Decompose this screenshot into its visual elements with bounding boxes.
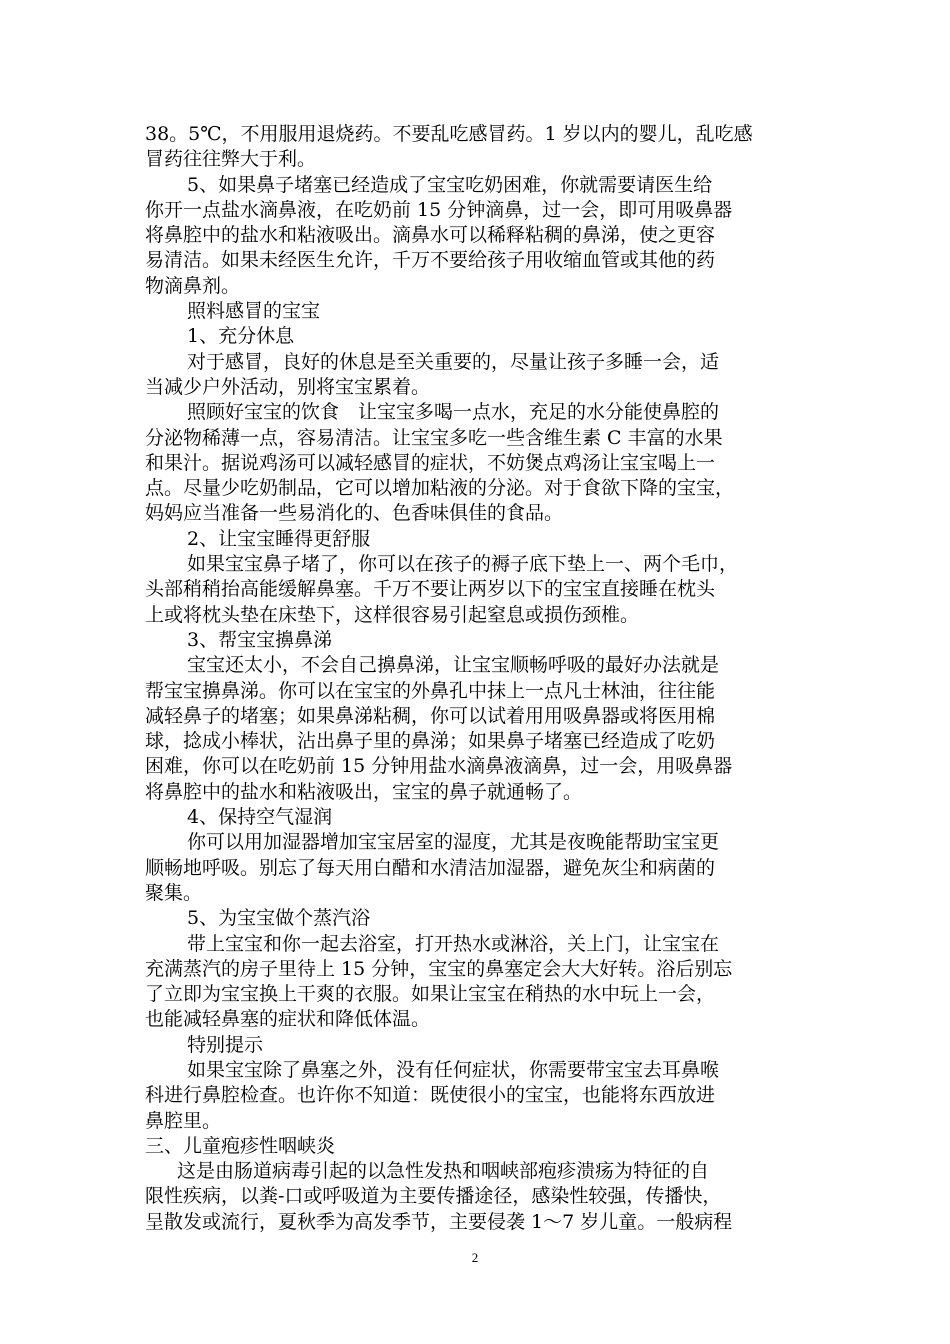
section-heading: 5、为宝宝做个蒸汽浴 — [187, 907, 371, 930]
text-line: 冒药往往弊大于利。 — [145, 148, 317, 171]
text-line: 科进行鼻腔检查。也许你不知道：既使很小的宝宝，也能将东西放进 — [145, 1084, 716, 1107]
text-line: 将鼻腔中的盐水和粘液吸出，宝宝的鼻子就通畅了。 — [145, 780, 583, 803]
text-line: 帮宝宝擤鼻涕。你可以在宝宝的外鼻孔中抹上一点凡士林油，往往能 — [145, 679, 716, 702]
text-line: 困难，你可以在吃奶前 15 分钟用盐水滴鼻液滴鼻，过一会，用吸鼻器 — [145, 755, 733, 778]
chapter-heading: 三、儿童疱疹性咽峡炎 — [145, 1134, 336, 1157]
section-heading: 3、帮宝宝擤鼻涕 — [187, 628, 333, 651]
section-heading: 照料感冒的宝宝 — [187, 300, 321, 323]
text-line: 5、如果鼻子堵塞已经造成了宝宝吃奶困难，你就需要请医生给 — [187, 173, 713, 196]
text-line: 这是由肠道病毒引起的以急性发热和咽峡部疱疹溃疡为特征的自 — [177, 1160, 710, 1183]
text-line: 易清洁。如果未经医生允许，千万不要给孩子用收缩血管或其他的药 — [145, 249, 716, 272]
document-body — [145, 122, 810, 1235]
text-line: 上或将枕头垫在床垫下，这样很容易引起窒息或损伤颈椎。 — [145, 603, 640, 626]
text-line: 宝宝还太小，不会自己擤鼻涕，让宝宝顺畅呼吸的最好办法就是 — [187, 654, 720, 677]
text-line: 照顾好宝宝的饮食 让宝宝多喝一点水，充足的水分能使鼻腔的 — [187, 401, 720, 424]
text-line: 充满蒸汽的房子里待上 15 分钟，宝宝的鼻塞定会大大好转。浴后别忘 — [145, 957, 733, 980]
text-line: 分泌物稀薄一点，容易清洁。让宝宝多吃一些含维生素 C 丰富的水果 — [145, 426, 723, 449]
text-line: 如果宝宝鼻子堵了，你可以在孩子的褥子底下垫上一、两个毛巾， — [187, 553, 739, 576]
text-line: 聚集。 — [145, 881, 203, 904]
text-line: 38。5℃，不用服用退烧药。不要乱吃感冒药。1 岁以内的婴儿，乱吃感 — [145, 123, 753, 145]
text-line: 限性疾病，以粪-口或呼吸道为主要传播途径，感染性较强，传播快， — [145, 1185, 722, 1208]
text-line: 如果宝宝除了鼻塞之外，没有任何症状，你需要带宝宝去耳鼻喉 — [187, 1058, 720, 1081]
text-line: 鼻腔里。 — [145, 1109, 222, 1132]
text-line: 呈散发或流行，夏秋季为高发季节，主要侵袭 1～7 岁儿童。一般病程 — [145, 1210, 733, 1233]
text-line: 妈妈应当准备一些易消化的、色香味俱佳的食品。 — [145, 502, 564, 525]
text-line: 你开一点盐水滴鼻液，在吃奶前 15 分钟滴鼻，过一会，即可用吸鼻器 — [145, 198, 733, 221]
text-line: 了立即为宝宝换上干爽的衣服。如果让宝宝在稍热的水中玩上一会， — [145, 983, 716, 1006]
page-number: 2 — [471, 1250, 479, 1265]
text-line: 点。尽量少吃奶制品，它可以增加粘液的分泌。对于食欲下降的宝宝， — [145, 477, 735, 500]
section-heading: 1、充分休息 — [187, 325, 295, 348]
text-line: 物滴鼻剂。 — [145, 274, 241, 297]
text-line: 当减少户外活动，别将宝宝累着。 — [145, 375, 431, 398]
text-line: 顺畅地呼吸。别忘了每天用白醋和水清洁加湿器，避免灰尘和病菌的 — [145, 856, 716, 879]
text-line: 带上宝宝和你一起去浴室，打开热水或淋浴，关上门，让宝宝在 — [187, 932, 720, 955]
section-heading: 特别提示 — [187, 1033, 264, 1056]
text-line: 将鼻腔中的盐水和粘液吸出。滴鼻水可以稀释粘稠的鼻涕，使之更容 — [145, 224, 716, 247]
text-line: 你可以用加湿器增加宝宝居室的湿度，尤其是夜晚能帮助宝宝更 — [187, 831, 720, 854]
text-line: 和果汁。据说鸡汤可以减轻感冒的症状，不妨煲点鸡汤让宝宝喝上一 — [145, 451, 716, 474]
text-line: 球，捻成小棒状，沾出鼻子里的鼻涕；如果鼻子堵塞已经造成了吃奶 — [145, 730, 716, 753]
section-heading: 2、让宝宝睡得更舒服 — [187, 527, 371, 550]
section-heading: 4、保持空气湿润 — [187, 806, 333, 829]
text-line: 减轻鼻子的堵塞；如果鼻涕粘稠，你可以试着用用吸鼻器或将医用棉 — [145, 704, 716, 727]
text-line: 头部稍稍抬高能缓解鼻塞。千万不要让两岁以下的宝宝直接睡在枕头 — [145, 578, 716, 601]
text-line: 对于感冒，良好的休息是至关重要的，尽量让孩子多睡一会，适 — [187, 350, 720, 373]
text-line: 也能减轻鼻塞的症状和降低体温。 — [145, 1008, 431, 1031]
